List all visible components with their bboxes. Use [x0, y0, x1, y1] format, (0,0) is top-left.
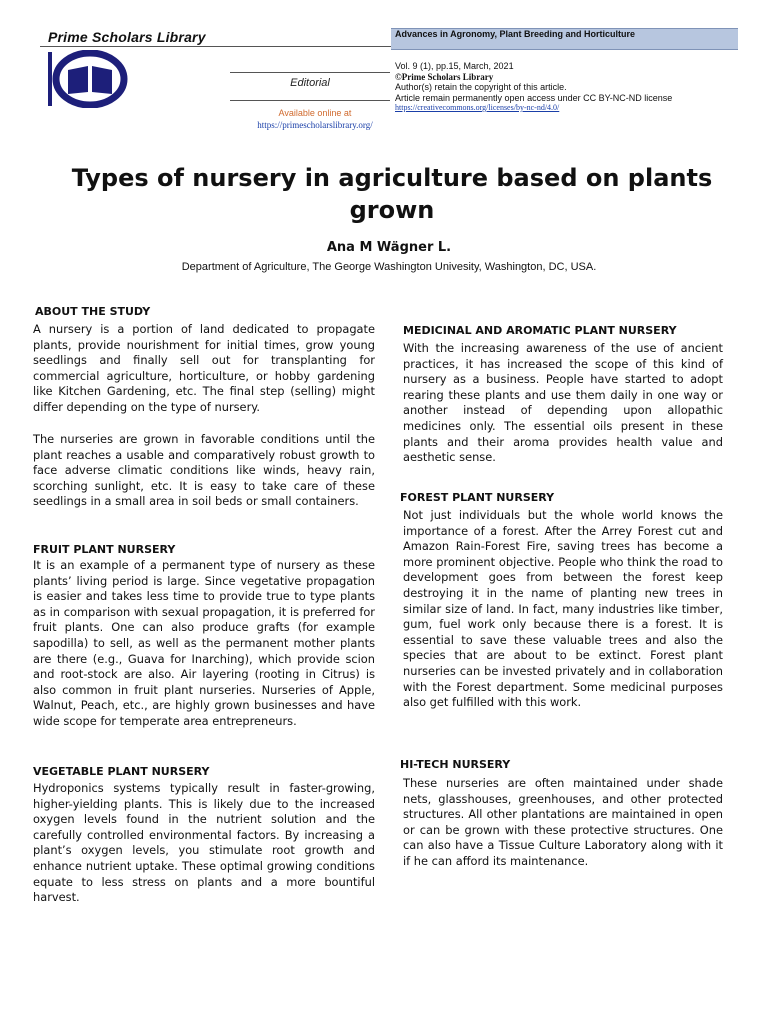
section-heading-about: ABOUT THE STUDY: [35, 305, 151, 318]
article-meta: [395, 61, 740, 114]
volume-info: Vol. 9 (1), pp.15, March, 2021: [395, 61, 514, 71]
editorial-rule: [230, 72, 390, 73]
header-rule: [40, 46, 392, 47]
section-heading-hitech: HI-TECH NURSERY: [400, 758, 511, 771]
available-online-label: Available online at: [278, 108, 352, 118]
paragraph-vegetable: Hydroponics systems typically result in faster-growing, higher-yielding plants. This is likely due to the increased oxygen levels found in the nutrient solution and the carefully controlled environmental factors. By increasing a plant’s oxygen levels, you stimulate root growth and enhance nutrient uptake. These optimal growing conditions equate to less stress on plants and a more bountiful harvest.: [33, 781, 375, 905]
paragraph-hitech: These nurseries are often maintained under shade nets, glasshouses, greenhouses, and other protected structures. All other plantations are maintained in open or can be grown with these protective structures. One can also have a Tissue Culture Laboratory along with it if he can afford its maintenance.: [403, 776, 723, 868]
library-logo-icon: [44, 50, 128, 108]
section-heading-medicinal: MEDICINAL AND AROMATIC PLANT NURSERY: [403, 324, 677, 337]
paragraph-about-1: A nursery is a portion of land dedicated to propagate plants, provide nourishment for initial times, grow young seedlings and finally sell out for transplanting for commercial agriculture, horticulture, or hobby gardening like Kitchen Gardening, etc. The final step (selling) might differ depending on the type of nursery.: [33, 322, 375, 414]
author-name: Ana M Wägner L.: [326, 240, 452, 255]
section-heading-fruit: FRUIT PLANT NURSERY: [33, 543, 176, 556]
library-link[interactable]: https://primescholarslibrary.org/: [257, 120, 373, 130]
paragraph-fruit: It is an example of a permanent type of nursery as these plants’ living period is large. Since vegetative propagation is easier and takes less time to provide true to type plants as in comparison with sexual propagation, it is preferred for fruit plants. One can also produce grafts (for example sapodilla) to sell, as well as the permanent mother plants are there (e.g., Guava for Inarching), which provide scion and root-stock are also. Air layering (rooting in Citrus) is also common in fruit plant nurseries. Nurseries of Apple, Walnut, Peach, etc., are highly grown businesses and have wide scope for temperate area entrepreneurs.: [33, 558, 375, 728]
section-heading-forest: FOREST PLANT NURSERY: [400, 491, 555, 504]
rights-line: Author(s) retain the copyright of this article.: [395, 82, 567, 92]
paragraph-about-2: The nurseries are grown in favorable conditions until the plant reaches a usable and comparatively robust growth to face adverse climatic conditions like winds, heavy rain, scorching sunlight, etc. It is easy to take care of these seedlings in a small area in soil beds or small containers.: [33, 432, 375, 509]
article-title: Types of nursery in agriculture based on plants grown: [71, 164, 713, 224]
article-type: Editorial: [290, 77, 330, 89]
author-affiliation: Department of Agriculture, The George Washington Univesity, Washington, DC, USA.: [181, 261, 597, 273]
license-link[interactable]: https://creativecommons.org/licenses/by-nc-nd/4.0/: [395, 103, 560, 112]
journal-title: Advances in Agronomy, Plant Breeding and Horticulture: [395, 29, 636, 39]
paragraph-medicinal: With the increasing awareness of the use of ancient practices, it has increased the scope of this kind of nursery as a business. People have started to adopt rearing these plants and use them daily in one way or another instead of depending upon allopathic medicines only. The essential oils present in these plants and their aroma provides health value and aesthetic sense.: [403, 341, 723, 465]
available-rule: [230, 100, 390, 101]
copyright-line: ©Prime Scholars Library: [395, 71, 494, 82]
library-name: Prime Scholars Library: [48, 29, 206, 45]
section-heading-vegetable: VEGETABLE PLANT NURSERY: [33, 765, 210, 778]
license-line: Article remain permanently open access under CC BY-NC-ND license: [395, 92, 673, 103]
paragraph-forest: Not just individuals but the whole world knows the importance of a forest. After the Arrey Forest cut and Amazon Rain-Forest Fire, saving trees has become a more prominent objective. People who think the road to development goes from between the forest keep destroying it in the name of planting new trees in similar size of land. In fact, many industries like timber, gum, fuel work only because there is a forest. It is essential to save these valuable trees and also the species that are about to be extinct. Forest plant nurseries can be invested privately and in collaboration with the Forest department. Some medicinal purposes also get fulfilled with this work.: [403, 508, 723, 710]
